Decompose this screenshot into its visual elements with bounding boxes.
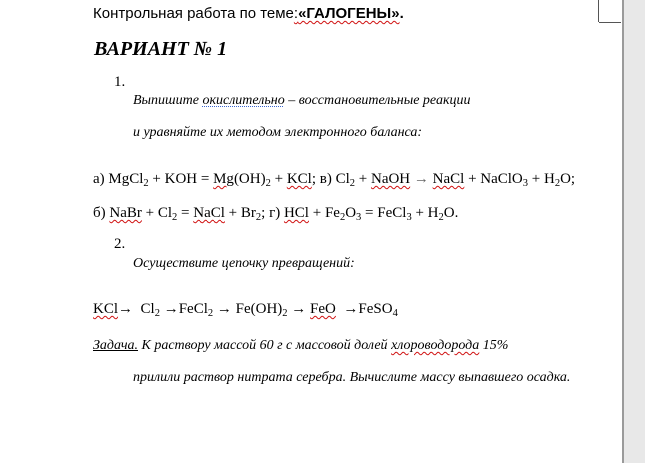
reaction-a-label: а) (93, 171, 105, 187)
task1-line2: и уравняйте их методом электронного баланса: (133, 125, 423, 140)
document-header (93, 5, 404, 22)
task1-word-oxidation: окислительно (202, 93, 285, 108)
margin-corner-horizontal (599, 22, 621, 23)
problem-line1: Задача. К раствору массой 60 г с массовой долей хлороводорода 15% (93, 338, 509, 353)
problem-word-hcl: хлороводорода (391, 338, 480, 353)
page-edge (622, 0, 624, 463)
task1-number: 1. (114, 74, 126, 90)
reaction-line-a: а) MgCl$_2$ + KOH = $Mg(OH)_2$ + KCl; в) $Cl_2$ + NaOH → NaCl + NaClO$_3$ + $H_2O$; (93, 171, 576, 189)
transformation-chain: $KCl\to Cl_2$ →FeCl$_2$ → $Fe(OH)_2$ → FeO →FeSO$_4$ (93, 301, 398, 319)
reaction-v-label: в) (319, 171, 332, 187)
reaction-b-label: б) (93, 205, 106, 221)
task2-text: Осуществите цепочку превращений: (133, 256, 355, 271)
problem-label: Задача. (93, 338, 139, 353)
header-topic: «ГАЛОГЕНЫ» (298, 5, 400, 22)
variant-title: ВАРИАНТ № 1 (94, 38, 228, 60)
task2-number: 2. (114, 236, 126, 252)
reaction-g-label: г) (269, 205, 281, 221)
header-dot: . (399, 5, 404, 22)
reaction-line-b: б) NaBr + $Cl_2$ = NaCl + $Br_2$; г) HCl + $Fe_2O_3$ = FeCl$_3$ + $H_2O$. (93, 205, 459, 223)
problem-line2: прилили раствор нитрата серебра. Вычислите массу выпавшего осадка. (133, 370, 571, 385)
margin-corner-vertical (598, 0, 599, 22)
header-prefix: Контрольная работа по теме (93, 5, 294, 22)
header-colon: : (293, 5, 299, 22)
task1-line1: Выпишите окислительно – восстановительные реакции (133, 93, 471, 108)
